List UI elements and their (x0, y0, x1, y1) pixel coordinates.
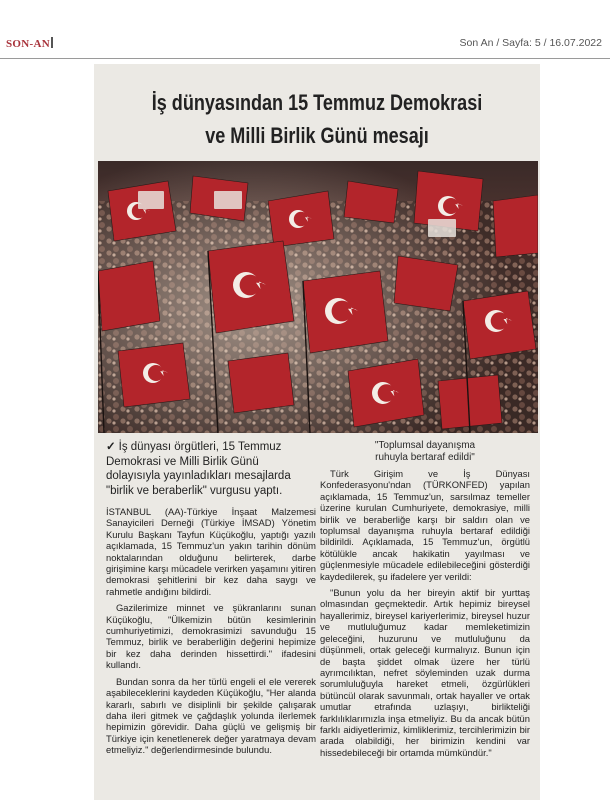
subheading-line-2: ruhuyla bertaraf edildi" (375, 452, 475, 463)
paragraph: "Bunun yolu da her bireyin aktif bir yurttaş olmasından geçmektedir. Artık hepimiz bireysel hayallerimiz, bireysel kariyerlerimiz, bireysel huzur ve mutluluğumuz kadar memleketimizin geleceğini, huzurunu ve mutluluğunu da düşünmeli, ortak geleceği kurmalıyız. Bunun için de başta şiddet olmak üzere her türlü ayrımcılıktan, nefret söyleminden uzak durma sorumluluğuyla hareket etmeli, özgürlükleri bütüncül olarak savunmalı, ortak hayaller ve ortak umutlar etrafında uzlaşıyı, birlikteliği farklılıklarımızla inşa etmeliyiz. Bu da ancak bütün farklı aidiyetlerimiz, kimliklerimiz, tercihlerimizin bir arada olabildiği, her birimizin kendini var hissedebileceği bir ortamda mümkündür." (320, 587, 530, 758)
paragraph: Bundan sonra da her türlü engeli el ele vererek aşabileceklerini kaydeden Küçükoğlu, "Her alanda kararlı, sabırlı ve disiplinli bir şekilde çalışarak daha ileri gitmek ve çağdaşlık yolunda ilerlemek hepimizin görevidir. Daha güçlü ve gelişmiş bir Türkiye için kenetlenerek değer yaratmaya devam etmeliyiz." değerlendirmesinde bulundu. (106, 675, 316, 756)
lead-text: İş dünyası örgütleri, 15 Temmuz Demokrasi ve Milli Birlik Günü dolayısıyla yayınladıkları mesajlarda "birlik ve beraberlik" vurgusu yaptı. (106, 441, 291, 497)
crowd-with-turkish-flags-photo (98, 161, 538, 433)
source-info: Son An / Sayfa: 5 / 16.07.2022 (459, 37, 602, 49)
paragraph: Türk Girişim ve İş Dünyası Konfederasyonu'ndan (TÜRKONFED) yapılan açıklamada, 15 Temmuz'un, sarsılmaz temeller üzerine kurulan Cumhuriyete, demokrasiye, milli birlik ve beraberliğe karşı bir saldırı olan ve toplumsal dayanışma ruhuyla bertaraf edildiği bildirildi. Açıklamada, 15 Temmuz'un, örgütlü kötülükle ancak hakikatin yayılması ve güçlenmesiyle mücadele edilebileceğini gösterdiği kaydedilerek, şu ifadelere yer verildi: (320, 468, 530, 582)
headline (134, 86, 500, 152)
logo-text: SON-AN (6, 38, 50, 50)
subheading-line-1: "Toplumsal dayanışma (374, 440, 476, 451)
newspaper-clipping (94, 64, 540, 800)
article-column-right (320, 440, 530, 763)
logo-divider (51, 37, 53, 48)
header-divider (0, 58, 610, 59)
article-lead (106, 440, 316, 498)
headline-line-2: ve Milli Birlik Günü mesajı (205, 123, 429, 148)
checkmark-icon: ✓ (106, 441, 116, 453)
page-header (0, 0, 610, 62)
subheading (320, 440, 530, 464)
paragraph: Gazilerimize minnet ve şükranlarını sunan Küçükoğlu, "Ülkemizin bütün kesimlerinin cumhuriyetimizi, demokrasimizi savunduğu 15 Temmuz, birlik ve beraberliğin değerini hepimize bir kez daha derinden hissettirdi." ifadesini kullandı. (106, 602, 316, 671)
paragraph: İSTANBUL (AA)-Türkiye İnşaat Malzemesi Sanayicileri Derneği (Türkiye İMSAD) Yönetim Kurulu Başkanı Tayfun Küçükoğlu, yaptığı yazılı açıklamada, 15 Temmuz'un yakın tarihin dönüm noktalarından olduğunu belirterek, darbe girişimine karşı mücadele verirken yaşamını yitiren demokrasi şehitlerini bir kez daha saygı ve rahmetle andığını bildirdi. (106, 506, 316, 597)
logo (6, 37, 53, 50)
headline-line-1: İş dünyasından 15 Temmuz Demokrasi (151, 90, 483, 115)
article-column-left (106, 440, 316, 761)
